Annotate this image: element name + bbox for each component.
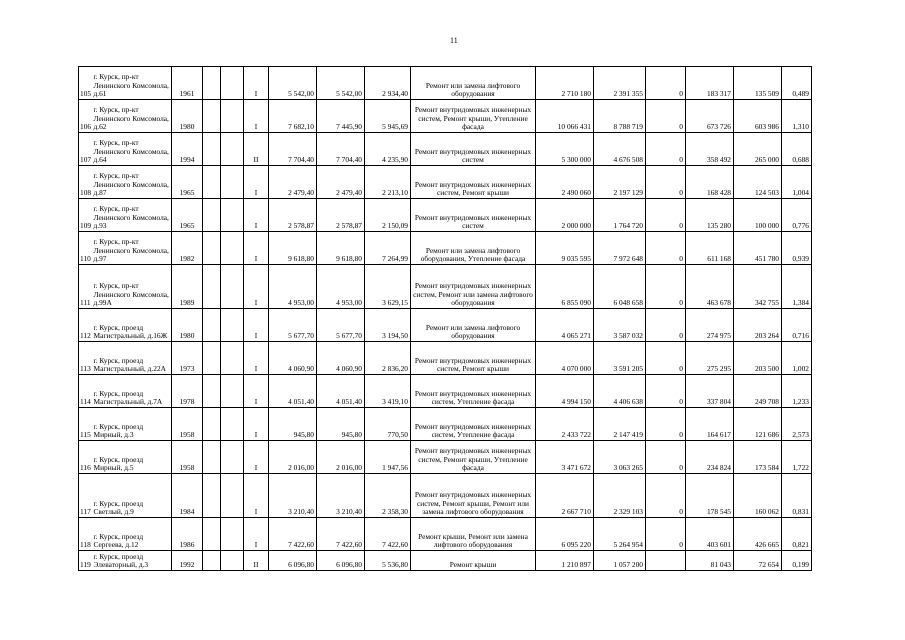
work-type-cell: Ремонт крыши, Ремонт или замена лифтового оборудования <box>411 518 536 551</box>
cost-total-cell: 1 210 897 <box>536 551 594 571</box>
address-cell: г. Курск, пр-кт Ленинского Комсомола, д.99А <box>92 265 172 309</box>
work-type-cell: Ремонт внутридомовых инженерных систем <box>411 133 536 166</box>
cost-total-cell: 2 000 000 <box>536 199 594 232</box>
table-row <box>79 375 812 408</box>
class-cell: II <box>244 133 269 166</box>
work-type-cell: Ремонт или замена лифтового оборудования <box>411 309 536 342</box>
area-3-cell: 1 947,56 <box>365 441 411 474</box>
table-row <box>79 232 812 265</box>
empty-cell-2 <box>221 441 244 474</box>
work-type-cell: Ремонт внутридомовых инженерных систем, Ремонт крыши, Ремонт или замена лифтового оборудования <box>411 474 536 518</box>
table-row <box>79 265 812 309</box>
cost-total-cell: 10 066 431 <box>536 100 594 133</box>
cost-4-cell: 178 545 <box>686 474 734 518</box>
table-row <box>79 100 812 133</box>
area-2-cell: 2 578,87 <box>317 199 365 232</box>
cost-fund-cell: 1 764 720 <box>594 199 646 232</box>
cost-fund-cell: 8 788 719 <box>594 100 646 133</box>
total-area-cell: 3 210,40 <box>269 474 317 518</box>
area-2-cell: 5 677,70 <box>317 309 365 342</box>
table-row <box>79 133 812 166</box>
empty-cell-1 <box>203 474 221 518</box>
area-3-cell: 770,50 <box>365 408 411 441</box>
cost-4-cell: 358 492 <box>686 133 734 166</box>
area-3-cell: 7 264,99 <box>365 232 411 265</box>
total-area-cell: 4 060,90 <box>269 342 317 375</box>
empty-cell-2 <box>221 100 244 133</box>
work-type-cell: Ремонт крыши <box>411 551 536 571</box>
area-2-cell: 2 016,00 <box>317 441 365 474</box>
address-cell: г. Курск, пр-кт Ленинского Комсомола, д.93 <box>92 199 172 232</box>
row-number: 106 <box>79 100 92 133</box>
row-number: 111 <box>79 265 92 309</box>
empty-cell-2 <box>221 232 244 265</box>
empty-cell-2 <box>221 166 244 199</box>
cost-budget-cell: 0 <box>646 375 686 408</box>
address-cell: г. Курск, проезд Магистральный, д.16Ж <box>92 309 172 342</box>
page-number: 11 <box>450 36 458 45</box>
cost-5-cell: 72 654 <box>734 551 782 571</box>
cost-total-cell: 6 095 220 <box>536 518 594 551</box>
cost-total-cell: 4 070 000 <box>536 342 594 375</box>
row-number: 114 <box>79 375 92 408</box>
table-row <box>79 518 812 551</box>
cost-5-cell: 100 000 <box>734 199 782 232</box>
empty-cell-1 <box>203 166 221 199</box>
ratio-cell: 1,310 <box>782 100 812 133</box>
year-cell: 1994 <box>172 133 203 166</box>
cost-budget-cell: 0 <box>646 133 686 166</box>
year-cell: 1980 <box>172 100 203 133</box>
table-row <box>79 342 812 375</box>
area-3-cell: 3 194,50 <box>365 309 411 342</box>
cost-4-cell: 337 804 <box>686 375 734 408</box>
year-cell: 1965 <box>172 166 203 199</box>
address-cell: г. Курск, проезд Магистральный, д.7А <box>92 375 172 408</box>
cost-5-cell: 426 665 <box>734 518 782 551</box>
cost-total-cell: 6 855 090 <box>536 265 594 309</box>
ratio-cell: 0,939 <box>782 232 812 265</box>
address-cell: г. Курск, пр-кт Ленинского Комсомола, д.64 <box>92 133 172 166</box>
ratio-cell: 0,821 <box>782 518 812 551</box>
total-area-cell: 5 677,70 <box>269 309 317 342</box>
row-number: 109 <box>79 199 92 232</box>
row-number: 107 <box>79 133 92 166</box>
cost-total-cell: 3 471 672 <box>536 441 594 474</box>
area-2-cell: 4 060,90 <box>317 342 365 375</box>
row-number: 112 <box>79 309 92 342</box>
empty-cell-1 <box>203 551 221 571</box>
work-type-cell: Ремонт или замена лифтового оборудования <box>411 67 536 100</box>
work-type-cell: Ремонт внутридомовых инженерных систем <box>411 199 536 232</box>
year-cell: 1958 <box>172 441 203 474</box>
cost-fund-cell: 2 391 355 <box>594 67 646 100</box>
class-cell: I <box>244 408 269 441</box>
address-cell: г. Курск, пр-кт Ленинского Комсомола, д.97 <box>92 232 172 265</box>
cost-fund-cell: 6 048 658 <box>594 265 646 309</box>
cost-total-cell: 5 300 000 <box>536 133 594 166</box>
empty-cell-1 <box>203 232 221 265</box>
cost-fund-cell: 5 264 954 <box>594 518 646 551</box>
class-cell: I <box>244 100 269 133</box>
total-area-cell: 2 578,87 <box>269 199 317 232</box>
cost-4-cell: 234 824 <box>686 441 734 474</box>
year-cell: 1980 <box>172 309 203 342</box>
year-cell: 1965 <box>172 199 203 232</box>
ratio-cell: 1,002 <box>782 342 812 375</box>
ratio-cell: 1,004 <box>782 166 812 199</box>
empty-cell-1 <box>203 67 221 100</box>
table-row <box>79 309 812 342</box>
total-area-cell: 7 422,60 <box>269 518 317 551</box>
cost-5-cell: 203 500 <box>734 342 782 375</box>
area-2-cell: 9 618,80 <box>317 232 365 265</box>
empty-cell-2 <box>221 67 244 100</box>
address-cell: г. Курск, пр-кт Ленинского Комсомола, д.62 <box>92 100 172 133</box>
area-3-cell: 3 419,10 <box>365 375 411 408</box>
row-number: 116 <box>79 441 92 474</box>
class-cell: I <box>244 441 269 474</box>
area-2-cell: 4 051,40 <box>317 375 365 408</box>
cost-total-cell: 9 035 595 <box>536 232 594 265</box>
cost-budget-cell: 0 <box>646 441 686 474</box>
cost-5-cell: 203 264 <box>734 309 782 342</box>
ratio-cell: 1,722 <box>782 441 812 474</box>
area-3-cell: 5 536,80 <box>365 551 411 571</box>
table-row <box>79 199 812 232</box>
ratio-cell: 0,776 <box>782 199 812 232</box>
cost-total-cell: 2 433 722 <box>536 408 594 441</box>
cost-fund-cell: 4 406 638 <box>594 375 646 408</box>
class-cell: I <box>244 166 269 199</box>
class-cell: I <box>244 309 269 342</box>
total-area-cell: 945,80 <box>269 408 317 441</box>
area-2-cell: 7 422,60 <box>317 518 365 551</box>
total-area-cell: 2 016,00 <box>269 441 317 474</box>
empty-cell-2 <box>221 408 244 441</box>
cost-budget-cell: 0 <box>646 265 686 309</box>
empty-cell-2 <box>221 199 244 232</box>
total-area-cell: 6 096,80 <box>269 551 317 571</box>
address-cell: г. Курск, проезд Светлый, д.9 <box>92 474 172 518</box>
class-cell: I <box>244 199 269 232</box>
ratio-cell: 0,199 <box>782 551 812 571</box>
cost-budget-cell: 0 <box>646 100 686 133</box>
cost-total-cell: 4 994 150 <box>536 375 594 408</box>
cost-4-cell: 164 617 <box>686 408 734 441</box>
cost-4-cell: 135 280 <box>686 199 734 232</box>
area-3-cell: 2 836,20 <box>365 342 411 375</box>
empty-cell-1 <box>203 309 221 342</box>
cost-budget-cell: 0 <box>646 67 686 100</box>
repair-program-table <box>78 66 812 571</box>
year-cell: 1961 <box>172 67 203 100</box>
work-type-cell: Ремонт внутридомовых инженерных систем, Утепление фасада <box>411 408 536 441</box>
row-number: 115 <box>79 408 92 441</box>
cost-5-cell: 160 062 <box>734 474 782 518</box>
cost-fund-cell: 7 972 648 <box>594 232 646 265</box>
total-area-cell: 4 051,40 <box>269 375 317 408</box>
address-cell: г. Курск, пр-кт Ленинского Комсомола, д.61 <box>92 67 172 100</box>
table-row <box>79 441 812 474</box>
cost-4-cell: 183 317 <box>686 67 734 100</box>
total-area-cell: 2 479,40 <box>269 166 317 199</box>
class-cell: I <box>244 232 269 265</box>
cost-5-cell: 124 503 <box>734 166 782 199</box>
empty-cell-2 <box>221 342 244 375</box>
empty-cell-2 <box>221 474 244 518</box>
ratio-cell: 0,688 <box>782 133 812 166</box>
row-number: 117 <box>79 474 92 518</box>
cost-fund-cell: 3 063 265 <box>594 441 646 474</box>
row-number: 118 <box>79 518 92 551</box>
area-3-cell: 4 235,90 <box>365 133 411 166</box>
year-cell: 1984 <box>172 474 203 518</box>
cost-4-cell: 611 168 <box>686 232 734 265</box>
cost-fund-cell: 2 147 419 <box>594 408 646 441</box>
empty-cell-1 <box>203 408 221 441</box>
empty-cell-2 <box>221 518 244 551</box>
total-area-cell: 7 704,40 <box>269 133 317 166</box>
cost-budget-cell: 0 <box>646 342 686 375</box>
area-2-cell: 5 542,00 <box>317 67 365 100</box>
empty-cell-1 <box>203 518 221 551</box>
empty-cell-1 <box>203 133 221 166</box>
cost-fund-cell: 4 676 508 <box>594 133 646 166</box>
class-cell: I <box>244 375 269 408</box>
row-number: 113 <box>79 342 92 375</box>
year-cell: 1973 <box>172 342 203 375</box>
area-3-cell: 2 358,30 <box>365 474 411 518</box>
work-type-cell: Ремонт внутридомовых инженерных систем, Ремонт крыши <box>411 166 536 199</box>
empty-cell-1 <box>203 441 221 474</box>
empty-cell-2 <box>221 265 244 309</box>
empty-cell-1 <box>203 375 221 408</box>
cost-5-cell: 173 584 <box>734 441 782 474</box>
total-area-cell: 4 953,00 <box>269 265 317 309</box>
ratio-cell: 0,831 <box>782 474 812 518</box>
cost-5-cell: 603 986 <box>734 100 782 133</box>
area-3-cell: 3 629,15 <box>365 265 411 309</box>
cost-budget-cell: 0 <box>646 518 686 551</box>
area-3-cell: 2 934,40 <box>365 67 411 100</box>
row-number: 119 <box>79 551 92 571</box>
cost-5-cell: 342 755 <box>734 265 782 309</box>
year-cell: 1989 <box>172 265 203 309</box>
cost-budget-cell: 0 <box>646 474 686 518</box>
cost-5-cell: 249 708 <box>734 375 782 408</box>
cost-total-cell: 2 490 060 <box>536 166 594 199</box>
cost-4-cell: 275 295 <box>686 342 734 375</box>
table-row <box>79 408 812 441</box>
cost-4-cell: 403 601 <box>686 518 734 551</box>
empty-cell-1 <box>203 265 221 309</box>
work-type-cell: Ремонт внутридомовых инженерных систем, Ремонт крыши <box>411 342 536 375</box>
table-row <box>79 551 812 571</box>
cost-fund-cell: 2 329 103 <box>594 474 646 518</box>
year-cell: 1992 <box>172 551 203 571</box>
cost-4-cell: 463 678 <box>686 265 734 309</box>
area-2-cell: 7 704,40 <box>317 133 365 166</box>
empty-cell-2 <box>221 551 244 571</box>
cost-5-cell: 121 686 <box>734 408 782 441</box>
address-cell: г. Курск, проезд Элеваторный, д.3 <box>92 551 172 571</box>
area-2-cell: 2 479,40 <box>317 166 365 199</box>
class-cell: II <box>244 551 269 571</box>
total-area-cell: 5 542,00 <box>269 67 317 100</box>
area-3-cell: 2 150,09 <box>365 199 411 232</box>
work-type-cell: Ремонт внутридомовых инженерных систем, Утепление фасада <box>411 375 536 408</box>
class-cell: I <box>244 342 269 375</box>
empty-cell-2 <box>221 309 244 342</box>
year-cell: 1986 <box>172 518 203 551</box>
address-cell: г. Курск, проезд Мирный, д.3 <box>92 408 172 441</box>
cost-4-cell: 274 975 <box>686 309 734 342</box>
ratio-cell: 2,573 <box>782 408 812 441</box>
empty-cell-2 <box>221 133 244 166</box>
row-number: 108 <box>79 166 92 199</box>
area-3-cell: 2 213,10 <box>365 166 411 199</box>
area-2-cell: 6 096,80 <box>317 551 365 571</box>
work-type-cell: Ремонт внутридомовых инженерных систем, Ремонт крыши, Утепление фасада <box>411 100 536 133</box>
cost-5-cell: 451 780 <box>734 232 782 265</box>
empty-cell-1 <box>203 199 221 232</box>
table-row <box>79 67 812 100</box>
cost-total-cell: 4 065 271 <box>536 309 594 342</box>
year-cell: 1978 <box>172 375 203 408</box>
cost-budget-cell: 0 <box>646 408 686 441</box>
ratio-cell: 1,233 <box>782 375 812 408</box>
area-3-cell: 7 422,60 <box>365 518 411 551</box>
class-cell: I <box>244 518 269 551</box>
cost-total-cell: 2 710 180 <box>536 67 594 100</box>
year-cell: 1982 <box>172 232 203 265</box>
table-row <box>79 166 812 199</box>
address-cell: г. Курск, проезд Сергеева, д.12 <box>92 518 172 551</box>
ratio-cell: 0,716 <box>782 309 812 342</box>
cost-4-cell: 673 726 <box>686 100 734 133</box>
cost-total-cell: 2 667 710 <box>536 474 594 518</box>
total-area-cell: 9 618,80 <box>269 232 317 265</box>
ratio-cell: 0,489 <box>782 67 812 100</box>
year-cell: 1958 <box>172 408 203 441</box>
ratio-cell: 1,384 <box>782 265 812 309</box>
area-2-cell: 7 445,90 <box>317 100 365 133</box>
total-area-cell: 7 682,10 <box>269 100 317 133</box>
cost-fund-cell: 3 591 205 <box>594 342 646 375</box>
table-row <box>79 474 812 518</box>
cost-5-cell: 135 509 <box>734 67 782 100</box>
cost-budget-cell: 0 <box>646 232 686 265</box>
address-cell: г. Курск, проезд Мирный, д.5 <box>92 441 172 474</box>
class-cell: I <box>244 67 269 100</box>
area-2-cell: 3 210,40 <box>317 474 365 518</box>
work-type-cell: Ремонт внутридомовых инженерных систем, Ремонт крыши, Утепление фасада <box>411 441 536 474</box>
row-number: 105 <box>79 67 92 100</box>
cost-4-cell: 81 043 <box>686 551 734 571</box>
cost-budget-cell: 0 <box>646 199 686 232</box>
empty-cell-1 <box>203 100 221 133</box>
area-3-cell: 5 945,69 <box>365 100 411 133</box>
area-2-cell: 945,80 <box>317 408 365 441</box>
cost-fund-cell: 3 587 032 <box>594 309 646 342</box>
empty-cell-1 <box>203 342 221 375</box>
work-type-cell: Ремонт внутридомовых инженерных систем, Ремонт или замена лифтового оборудования <box>411 265 536 309</box>
area-2-cell: 4 953,00 <box>317 265 365 309</box>
cost-fund-cell: 2 197 129 <box>594 166 646 199</box>
address-cell: г. Курск, пр-кт Ленинского Комсомола, д.87 <box>92 166 172 199</box>
class-cell: I <box>244 474 269 518</box>
work-type-cell: Ремонт или замена лифтового оборудования, Утепление фасада <box>411 232 536 265</box>
cost-fund-cell: 1 057 200 <box>594 551 646 571</box>
cost-budget-cell: 0 <box>646 166 686 199</box>
class-cell: I <box>244 265 269 309</box>
row-number: 110 <box>79 232 92 265</box>
empty-cell-2 <box>221 375 244 408</box>
cost-budget-cell <box>646 551 686 571</box>
cost-4-cell: 168 428 <box>686 166 734 199</box>
cost-budget-cell: 0 <box>646 309 686 342</box>
address-cell: г. Курск, проезд Магистральный, д.22А <box>92 342 172 375</box>
cost-5-cell: 265 000 <box>734 133 782 166</box>
